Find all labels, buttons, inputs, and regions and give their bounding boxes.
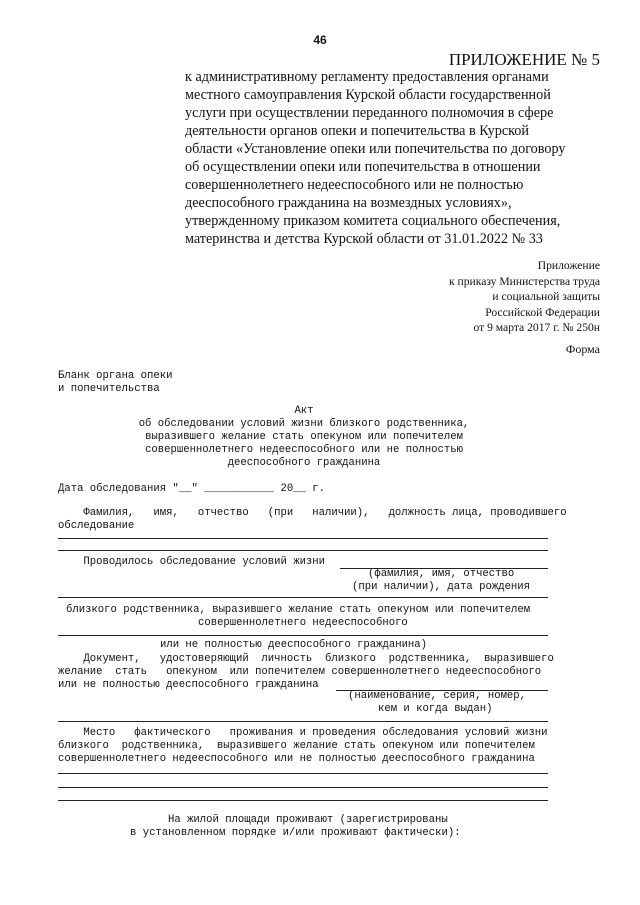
living-area-label-line1: На жилой площади проживают (зарегистрированы [168, 814, 448, 826]
regulation-line: местного самоуправления Курской области государственной [185, 87, 551, 103]
regulation-line: утвержденному приказом комитета социального обеспечения, [185, 213, 561, 229]
reference-line: Российской Федерации [485, 305, 600, 319]
document-hint-line1: (наименование, серия, номер, [348, 690, 527, 702]
regulation-line: дееспособного гражданина на возмездных условиях», [185, 195, 512, 211]
inspection-date-line: Дата обследования "__" ___________ 20__ г. [58, 483, 326, 495]
reference-line: Приложение [537, 259, 600, 272]
act-subtitle-line: совершеннолетнего недееспособного или не полностью [145, 444, 463, 456]
document-label-line1: Документ, удостоверяющий личность близкого родственника, выразившего [58, 653, 554, 665]
reference-line: и социальной защиты [492, 290, 600, 303]
act-subtitle-line: дееспособного гражданина [227, 457, 381, 469]
regulation-line: деятельности органов опеки и попечительства в Курской [185, 123, 529, 139]
relative-line2: совершеннолетнего недееспособного [198, 617, 408, 629]
document-label-line3: или не полностью дееспособного гражданина [58, 679, 319, 691]
residence-label-line1: Место фактического проживания и проведения обследования условий жизни [58, 727, 548, 739]
inspector-label-line1: Фамилия, имя, отчество (при наличии), должность лица, проводившего [58, 507, 567, 519]
blank-label-line1: Бланк органа опеки [58, 370, 173, 382]
act-title: Акт [294, 405, 314, 417]
form-label: Форма [565, 342, 600, 356]
residence-label-line2: близкого родственника, выразившего желание стать опекуном или попечителем [58, 740, 535, 752]
regulation-line: об осуществлении опеки или попечительства в отношении [185, 159, 541, 175]
fill-line [58, 800, 548, 801]
reference-line: от 9 марта 2017 г. № 250н [473, 321, 600, 334]
ministry-reference [449, 258, 600, 336]
inspector-label-line2: обследование [58, 520, 135, 532]
regulation-line: услуги при осуществлении переданного полномочия в сфере [185, 105, 554, 121]
fio-hint-line1: (фамилия, имя, отчество [368, 568, 515, 580]
fill-line [58, 721, 548, 722]
regulation-line: совершеннолетнего недееспособного или не полностью [185, 177, 524, 193]
regulation-line: к административному регламенту предоставления органами [185, 69, 549, 85]
living-area-label-line2: в установленном порядке и/или проживают фактически): [130, 827, 461, 839]
fill-line [58, 635, 548, 636]
regulation-line: материнства и детства Курской области от 31.01.2022 № 33 [185, 231, 543, 247]
document-hint-line2: кем и когда выдан) [378, 703, 493, 715]
fill-line [58, 787, 548, 788]
fill-line [58, 597, 548, 598]
conducted-label: Проводилось обследование условий жизни [58, 556, 326, 568]
fio-hint-line2: (при наличии), дата рождения [352, 581, 531, 593]
relative-line3: или не полностью дееспособного гражданина) [160, 639, 428, 651]
residence-label-line3: совершеннолетнего недееспособного или не полностью дееспособного гражданина [58, 753, 535, 765]
act-subtitle-line: выразившего желание стать опекуном или попечителем [145, 431, 463, 443]
document-label-line2: желание стать опекуном или попечителем совершеннолетнего недееспособного [58, 666, 542, 678]
fill-line [58, 550, 548, 551]
fill-line [58, 773, 548, 774]
relative-line1: близкого родственника, выразившего желание стать опекуном или попечителем [66, 604, 531, 616]
blank-label-line2: и попечительства [58, 383, 160, 395]
reference-line: к приказу Министерства труда [449, 274, 600, 288]
page-number: 46 [313, 33, 327, 47]
act-subtitle-line: об обследовании условий жизни близкого родственника, [138, 418, 470, 430]
annex-regulation-text [185, 68, 600, 248]
regulation-line: области «Установление опеки или попечительства по договору [185, 141, 566, 157]
annex-title: ПРИЛОЖЕНИЕ № 5 [448, 50, 600, 69]
fill-line [58, 538, 548, 539]
